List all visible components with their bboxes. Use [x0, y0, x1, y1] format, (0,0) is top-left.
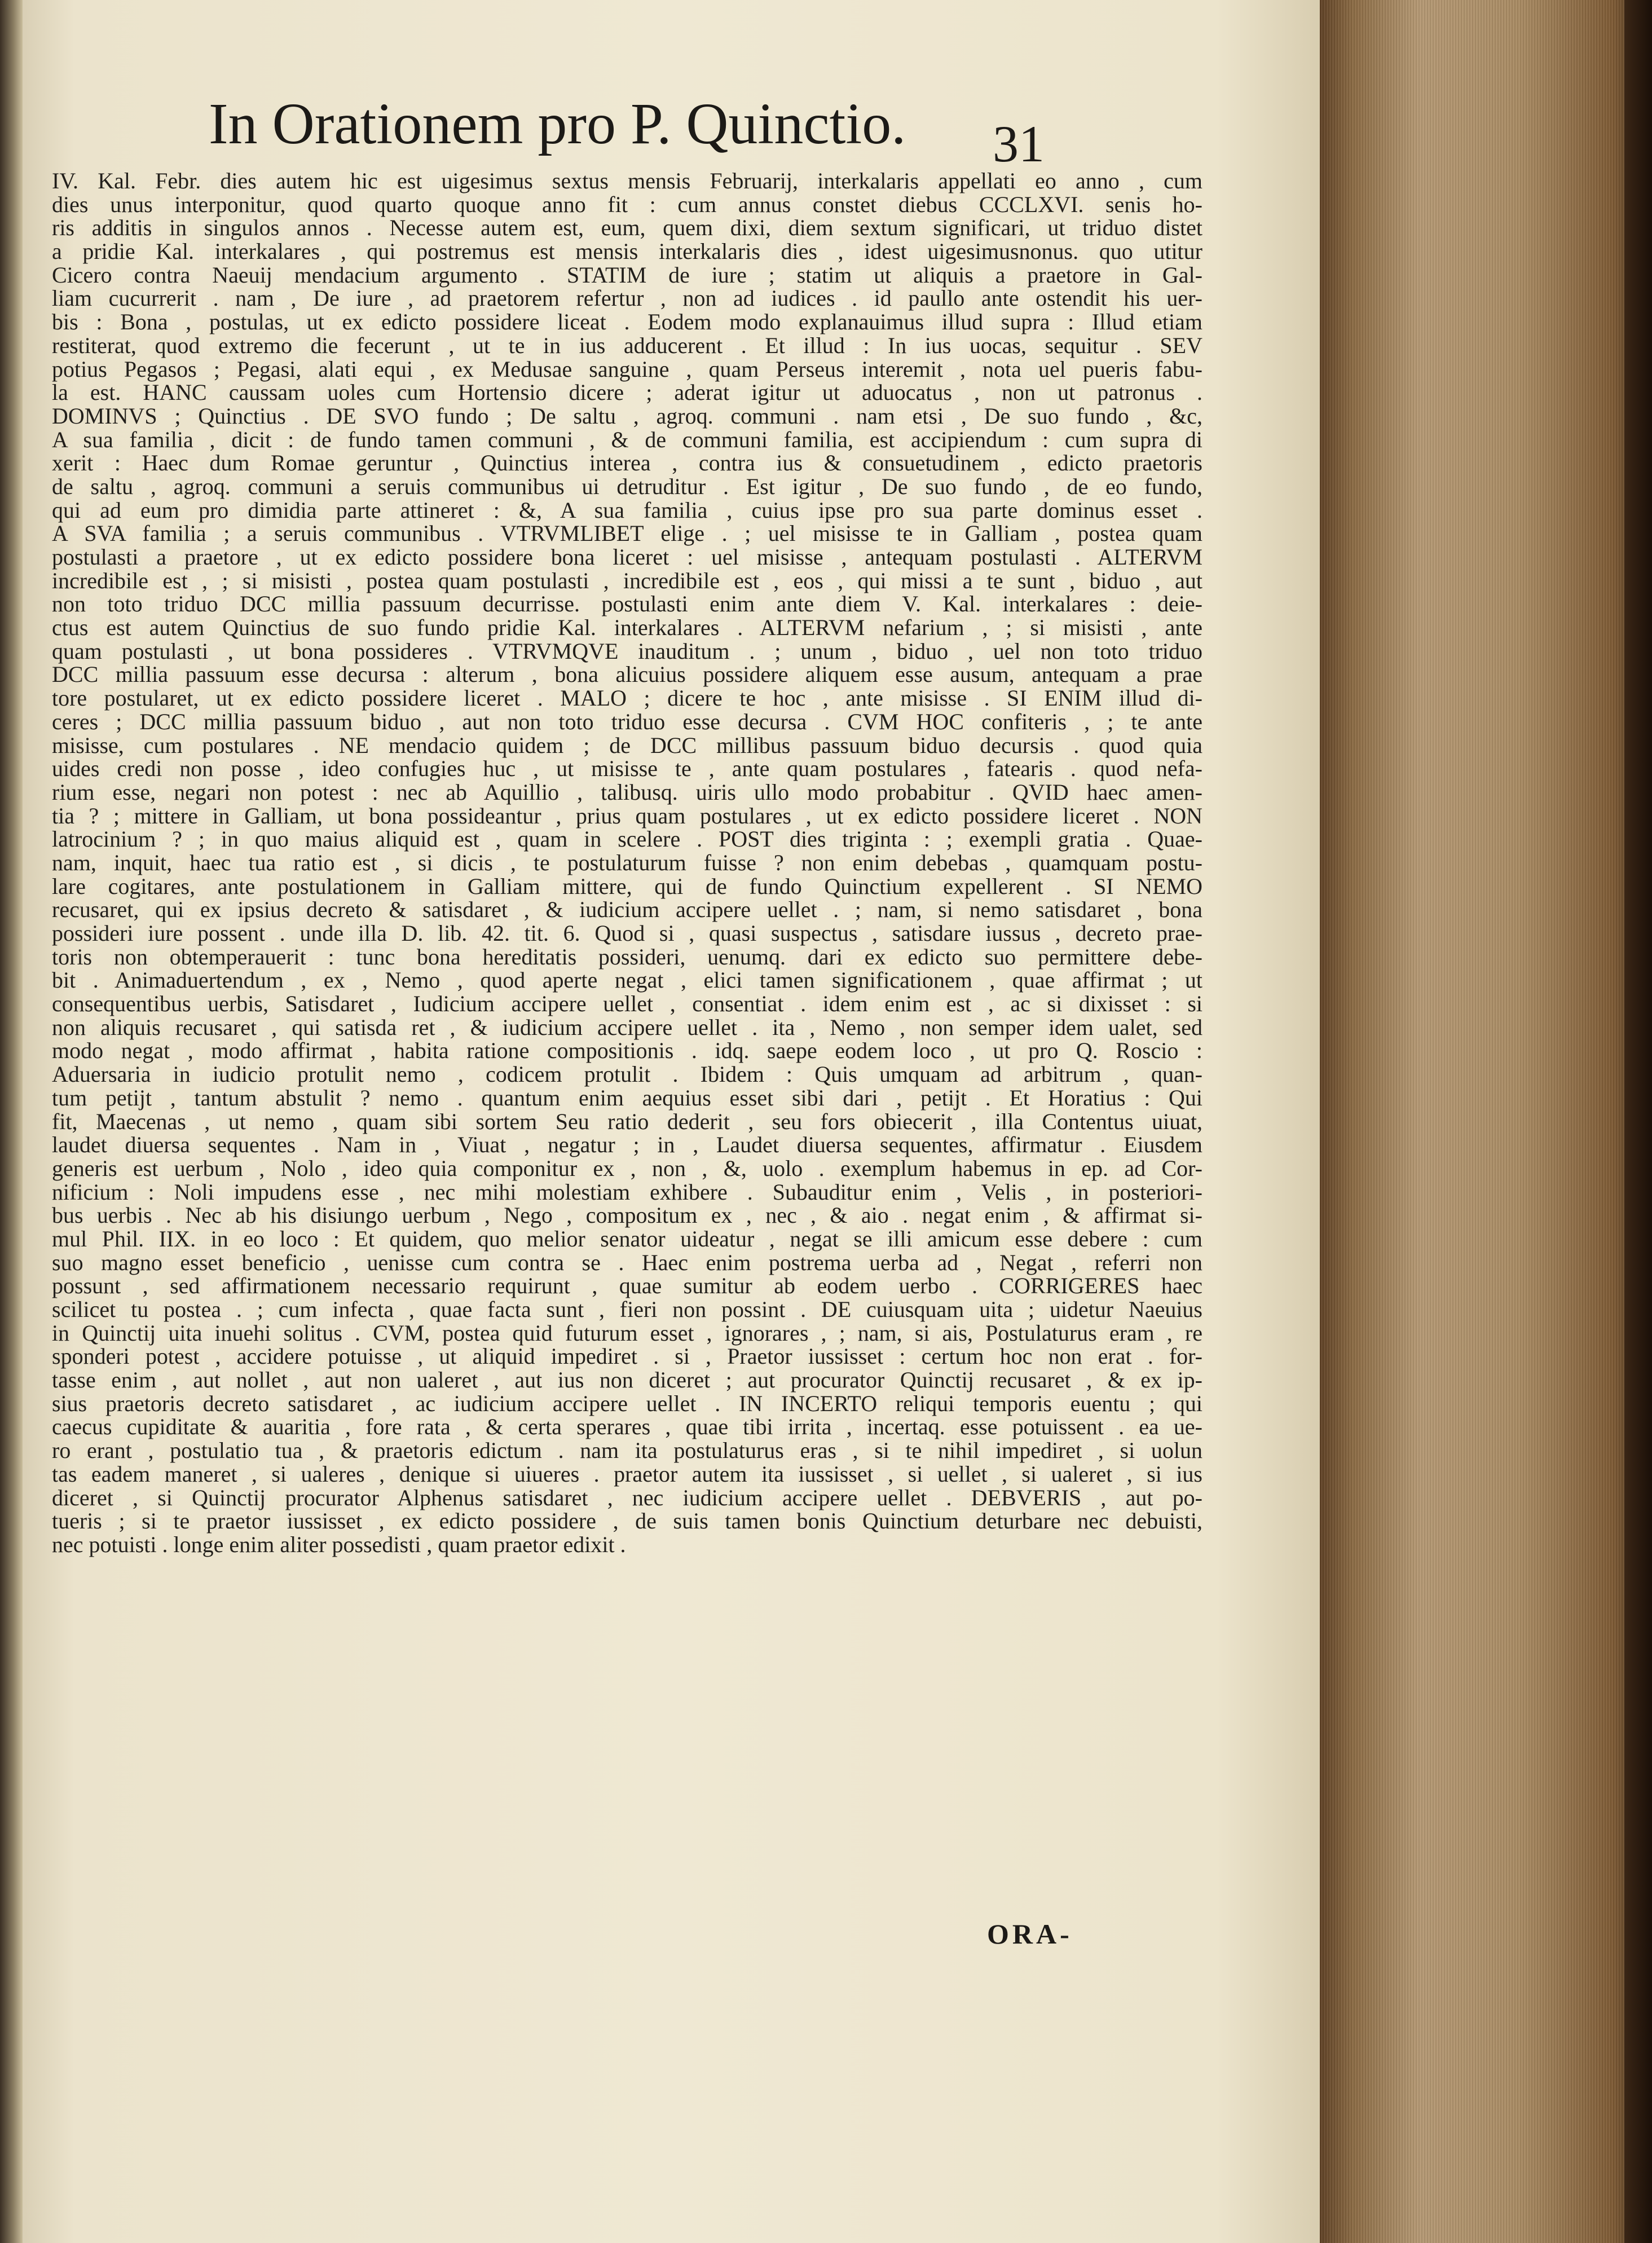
- text-line: rium esse, negari non potest : nec ab Aquillio , talibusq. uiris ullo modo probabitur . QVID haec amen-: [52, 779, 1202, 805]
- text-line: lare cogitares, ante postulationem in Galliam mittere, qui de fundo Quinctium expellerent . SI NEMO: [52, 873, 1202, 899]
- text-line: toris non obtemperauerit : tunc bona hereditatis possideri, uenumq. dari ex edicto suo permittere debe-: [52, 944, 1202, 970]
- text-line: ro erant , postulatio tua , & praetoris edictum . nam ita postulaturus eras , si te nihil impediret , si uolun: [52, 1438, 1202, 1464]
- text-line: nificium : Noli impudens esse , nec mihi molestiam exhibere . Subauditur enim , Velis , in posteriori-: [52, 1179, 1202, 1205]
- text-line: scilicet tu postea . ; cum infecta , quae facta sunt , fieri non possint . DE cuiusquam uita ; uidetur Naeuius: [52, 1297, 1202, 1322]
- text-line: incredibile est , ; si misisti , postea quam postulasti , incredibile est , eos , qui missi a te sunt , biduo , aut: [52, 567, 1202, 593]
- text-line: qui ad eum pro dimidia parte attineret : &, A sua familia , cuius ipse pro sua parte dominus esset .: [52, 497, 1202, 523]
- text-line: postulasti a praetore , ut ex edicto possidere bona liceret : uel misisse , antequam postulasti . ALTERVM: [52, 544, 1202, 570]
- text-line: non aliquis recusaret , qui satisda ret , & iudicium accipere uellet . ita , Nemo , non semper idem ualet, sed: [52, 1014, 1202, 1040]
- commentary-text: [52, 169, 1202, 1557]
- text-line: tasse enim , aut nollet , aut non ualeret , aut ius non diceret ; aut procurator Quinctij recusaret , & ex ip-: [52, 1367, 1202, 1393]
- text-line: uides credi non posse , ideo confugies huc , ut misisse te , ante quam postulares , fatearis . quod nefa-: [52, 756, 1202, 782]
- text-line: nam, inquit, haec tua ratio est , si dicis , te postulaturum fuisse ? non enim debebas , quamquam postu-: [52, 849, 1202, 875]
- text-line: liam cucurrerit . nam , De iure , ad praetorem refertur , non ad iudices . id paullo ante ostendit his uer-: [52, 285, 1202, 311]
- text-line: tum petijt , tantum abstulit ? nemo . quantum enim aequius esset sibi dari , petijt . Et Horatius : Qui: [52, 1085, 1202, 1111]
- text-line: ceres ; DCC millia passuum biduo , aut non toto triduo esse decursa . CVM HOC confiteris , ; te ante: [52, 708, 1202, 734]
- text-line: la est. HANC caussam uoles cum Hortensio dicere ; aderat igitur ut aduocatus , non ut patronus .: [52, 380, 1202, 406]
- text-line: a pridie Kal. interkalares , qui postremus est mensis interkalaris dies , idest uigesimusnonus. quo utitur: [52, 239, 1202, 265]
- text-line: tueris ; si te praetor iussisset , ex edicto possidere , de suis tamen bonis Quinctium deturbare nec debuisti,: [52, 1508, 1202, 1534]
- text-line: ris additis in singulos annos . Necesse autem est, eum, quem dixi, diem sextum significari, ut triduo distet: [52, 215, 1202, 241]
- binding-edge: [1624, 0, 1652, 2243]
- text-line: recusaret, qui ex ipsius decreto & satisdaret , & iudicium accipere uellet . ; nam, si nemo satisdaret , bona: [52, 897, 1202, 923]
- text-line: bit . Animaduertendum , ex , Nemo , quod aperte negat , elici tamen significationem , quae affirmat ; ut: [52, 967, 1202, 993]
- text-line: consequentibus uerbis, Satisdaret , Iudicium accipere uellet , consentiat . idem enim est , ac si dixisset : si: [52, 991, 1202, 1017]
- text-line: A SVA familia ; a seruis communibus . VTRVMLIBET elige . ; uel misisse te in Galliam , postea quam: [52, 521, 1202, 547]
- text-line: DOMINVS ; Quinctius . DE SVO fundo ; De saltu , agroq. communi . nam etsi , De suo fundo , &c,: [52, 403, 1202, 429]
- text-line: restiterat, quod extremo die fecerunt , ut te in ius adducerent . Et illud : In ius uocas, sequitur . SEV: [52, 332, 1202, 358]
- catchword: ORA-: [987, 1918, 1073, 1950]
- text-line: bus uerbis . Nec ab his disiungo uerbum , Nego , compositum ex , nec , & aio . negat enim , & affirmat si-: [52, 1202, 1202, 1228]
- text-line: sponderi potest , accidere potuisse , ut aliquid impediret . si , Praetor iussisset : certum hoc non erat . for-: [52, 1343, 1202, 1369]
- text-line: bis : Bona , postulas, ut ex edicto possidere liceat . Eodem modo explanauimus illud supra : Illud etiam: [52, 309, 1202, 335]
- text-line: ctus est autem Quinctius de suo fundo pridie Kal. interkalares . ALTERVM nefarium , ; si misisti , ante: [52, 615, 1202, 641]
- text-line: fit, Maecenas , ut nemo , quam sibi sortem Seu ratio dederit , seu fors obiecerit , illa Contentus uiuat,: [52, 1108, 1202, 1134]
- text-line: latrocinium ? ; in quo maius aliquid est , quam in scelere . POST dies triginta : ; exempli gratia . Quae-: [52, 826, 1202, 852]
- text-line: IV. Kal. Febr. dies autem hic est uigesimus sextus mensis Februarij, interkalaris appellati eo anno , cum: [52, 168, 1202, 193]
- text-line: laudet diuersa sequentes . Nam in , Viuat , negatur ; in , Laudet diuersa sequentes, affirmatur . Eiusdem: [52, 1132, 1202, 1158]
- text-line: in Quinctij uita inuehi solitus . CVM, postea quid futurum esset , ignorares , ; nam, si ais, Postulaturus eram , re: [52, 1320, 1202, 1346]
- text-line: tia ? ; mittere in Galliam, ut bona possideantur , prius quam postulares , ut ex edicto possidere liceret . NON: [52, 803, 1202, 829]
- text-line: sius praetoris decreto satisdaret , ac iudicium accipere uellet . IN INCERTO reliqui temporis euentu ; qui: [52, 1390, 1202, 1416]
- text-line: possunt , sed affirmationem necessario requirunt , quae sumitur ab eodem uerbo . CORRIGERES haec: [52, 1273, 1202, 1299]
- page-number: 31: [993, 115, 1045, 173]
- text-line: de saltu , agroq. communi a seruis communibus ui detruditur . Est igitur , De suo fundo , de eo fundo,: [52, 473, 1202, 499]
- text-line: caecus cupiditate & auaritia , fore rata , & certa sperares , quae tibi irrita , incertaq. esse potuissent . ea ue-: [52, 1414, 1202, 1440]
- text-line: diceret , si Quinctij procurator Alphenus satisdaret , nec iudicium accipere uellet . DEBVERIS , aut po-: [52, 1484, 1202, 1510]
- book-fore-edge: [1320, 0, 1652, 2243]
- text-line: tore postularet, ut ex edicto possidere liceret . MALO ; dicere te hoc , ante misisse . SI ENIM illud di-: [52, 685, 1202, 711]
- text-line: modo negat , modo affirmat , habita ratione compositionis . idq. saepe eodem loco , ut pro Q. Roscio :: [52, 1038, 1202, 1064]
- left-page-edge: [0, 0, 23, 2243]
- text-line: possideri iure possent . unde illa D. lib. 42. tit. 6. Quod si , quasi suspectus , satisdare iussus , decreto prae-: [52, 920, 1202, 946]
- text-line: Aduersaria in iudicio protulit nemo , codicem protulit . Ibidem : Quis umquam ad arbitrum , quan-: [52, 1061, 1202, 1087]
- text-line: quam postulasti , ut bona possideres . VTRVMQVE inauditum . ; unum , biduo , uel non toto triduo: [52, 638, 1202, 664]
- text-line: mul Phil. IIX. in eo loco : Et quidem, quo melior senator uideatur , negat se illi amicum esse debere : cum: [52, 1226, 1202, 1252]
- text-line: non toto triduo DCC millia passuum decurrisse. postulasti enim ante diem V. Kal. interkalares : deie-: [52, 591, 1202, 617]
- text-line: dies unus interponitur, quod quarto quoque anno fit : cum annus constet diebus CCCLXVI. senis ho-: [52, 191, 1202, 217]
- text-line: nec potuisti . longe enim aliter possedisti , quam praetor edixit .: [52, 1531, 626, 1557]
- text-line: A sua familia , dicit : de fundo tamen communi , & de communi familia, est accipiendum : cum supra di: [52, 426, 1202, 452]
- text-line: misisse, cum postulares . NE mendacio quidem ; de DCC millibus passuum biduo decursis . quod quia: [52, 732, 1202, 758]
- running-head: In Orationem pro P. Quinctio.: [209, 91, 906, 156]
- text-line: DCC millia passuum esse decursa : alterum , bona alicuius possidere aliquem esse ausum, antequam a prae: [52, 662, 1202, 688]
- text-line: potius Pegasos ; Pegasi, alati equi , ex Medusae sanguine , quam Perseus interemit , nota uel pueris fabu-: [52, 356, 1202, 382]
- text-line: Cicero contra Naeuij mendacium argumento . STATIM de iure ; statim ut aliquis a praetore in Gal-: [52, 262, 1202, 288]
- text-line: tas eadem maneret , si ualeres , denique si uiueres . praetor autem ita iussisset , si uellet , si ualeret , si ius: [52, 1461, 1202, 1487]
- text-line: xerit : Haec dum Romae geruntur , Quinctius interea , contra ius & consuetudinem , edicto praetoris: [52, 450, 1202, 476]
- text-line: generis est uerbum , Nolo , ideo quia componitur ex , non , &, uolo . exemplum habemus in ep. ad Cor-: [52, 1155, 1202, 1181]
- text-line: suo magno esset beneficio , uenisse cum contra se . Haec enim postrema uerba ad , Negat , referri non: [52, 1249, 1202, 1275]
